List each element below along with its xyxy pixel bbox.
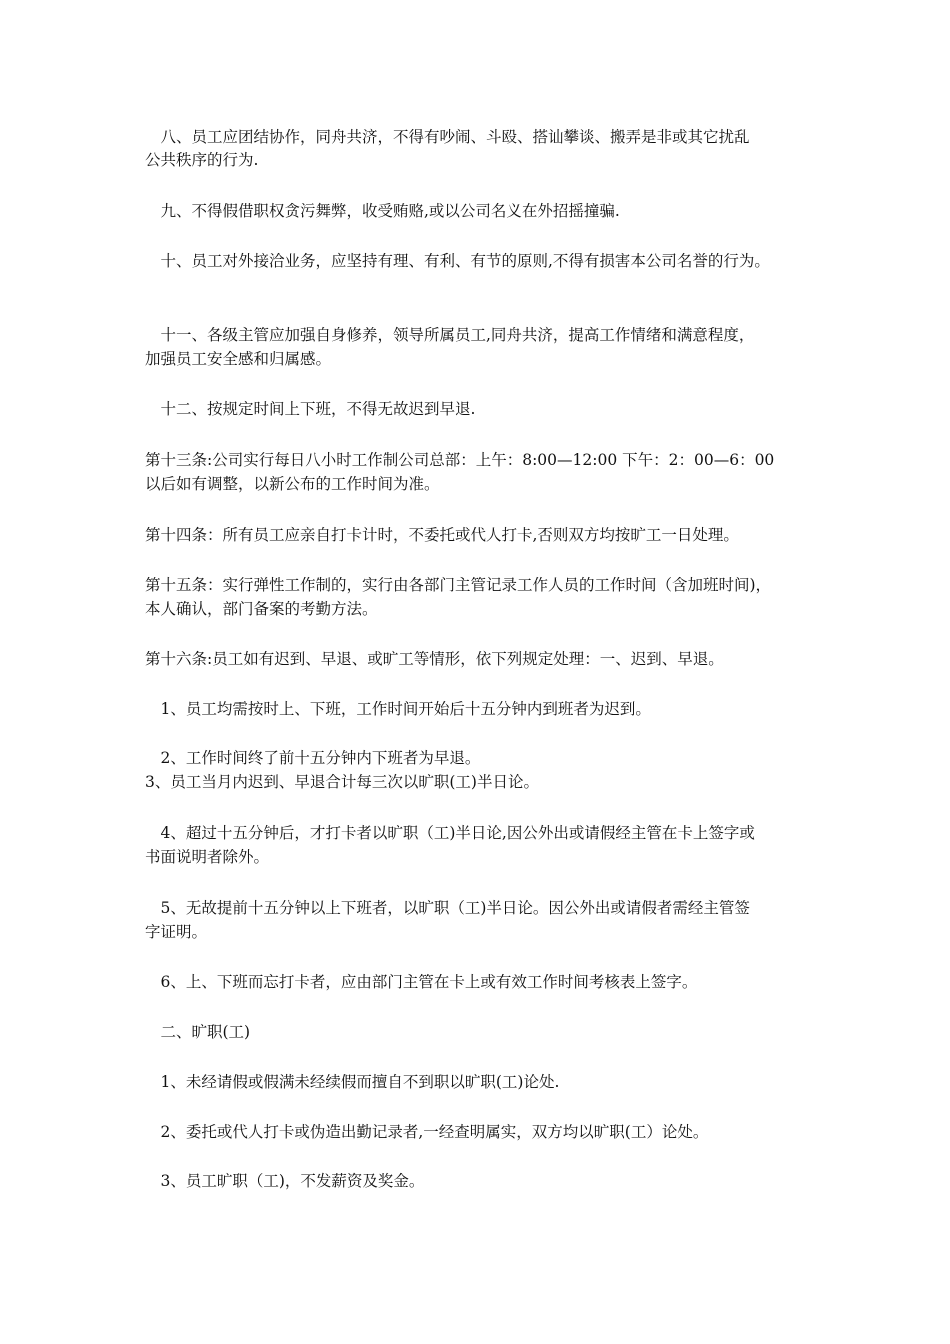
- text-line: 2、工作时间终了前十五分钟内下班者为早退。: [145, 749, 481, 767]
- text-line: 字证明。: [145, 923, 208, 941]
- text-line: 本人确认，部门备案的考勤方法。: [145, 600, 378, 618]
- text-line: 3、员工当月内迟到、早退合计每三次以旷职(工)半日论。: [145, 773, 539, 791]
- text-line: 第十五条：实行弹性工作制的，实行由各部门主管记录工作人员的工作时间（含加班时间)，: [145, 576, 772, 594]
- text-line: 公共秩序的行为.: [145, 151, 259, 169]
- text-line: 第十六条:员工如有迟到、早退、或旷工等情形，依下列规定处理：一、迟到、早退。: [145, 650, 724, 668]
- text-line: 十二、按规定时间上下班，不得无故迟到早退.: [145, 400, 476, 418]
- text-line: 4、超过十五分钟后，才打卡者以旷职（工)半日论,因公外出或请假经主管在卡上签字或: [145, 824, 755, 842]
- text-line: 十、员工对外接洽业务，应坚持有理、有利、有节的原则,不得有损害本公司名誉的行为。: [145, 252, 770, 270]
- text-line: 第十三条:公司实行每日八小时工作制公司总部：上午：8:00—12:00 下午：2：00—6：00: [145, 451, 775, 469]
- text-line: 以后如有调整，以新公布的工作时间为准。: [145, 475, 440, 493]
- text-line: 2、委托或代人打卡或伪造出勤记录者,一经查明属实，双方均以旷职(工）论处。: [145, 1123, 709, 1141]
- text-line: 八、员工应团结协作，同舟共济，不得有吵闹、斗殴、搭讪攀谈、搬弄是非或其它扰乱: [145, 128, 750, 146]
- text-line: 1、员工均需按时上、下班，工作时间开始后十五分钟内到班者为迟到。: [145, 700, 651, 718]
- text-line: 1、未经请假或假满未经续假而擅自不到职以旷职(工)论处.: [145, 1073, 560, 1091]
- text-line: 5、无故提前十五分钟以上下班者，以旷职（工)半日论。因公外出或请假者需经主管签: [145, 899, 750, 917]
- text-line: 十一、各级主管应加强自身修养，领导所属员工,同舟共济，提高工作情绪和满意程度，: [145, 326, 755, 344]
- text-line: 第十四条：所有员工应亲自打卡计时，不委托或代人打卡,否则双方均按旷工一日处理。: [145, 526, 739, 544]
- text-line: 加强员工安全感和归属感。: [145, 350, 332, 368]
- text-line: 3、员工旷职（工)，不发薪资及奖金。: [145, 1172, 425, 1190]
- text-line: 九、不得假借职权贪污舞弊，收受贿赂,或以公司名义在外招摇撞骗.: [145, 202, 620, 220]
- text-line: 书面说明者除外。: [145, 848, 270, 866]
- text-line: 6、上、下班而忘打卡者，应由部门主管在卡上或有效工作时间考核表上签字。: [145, 973, 698, 991]
- text-line: 二、旷职(工): [145, 1023, 251, 1041]
